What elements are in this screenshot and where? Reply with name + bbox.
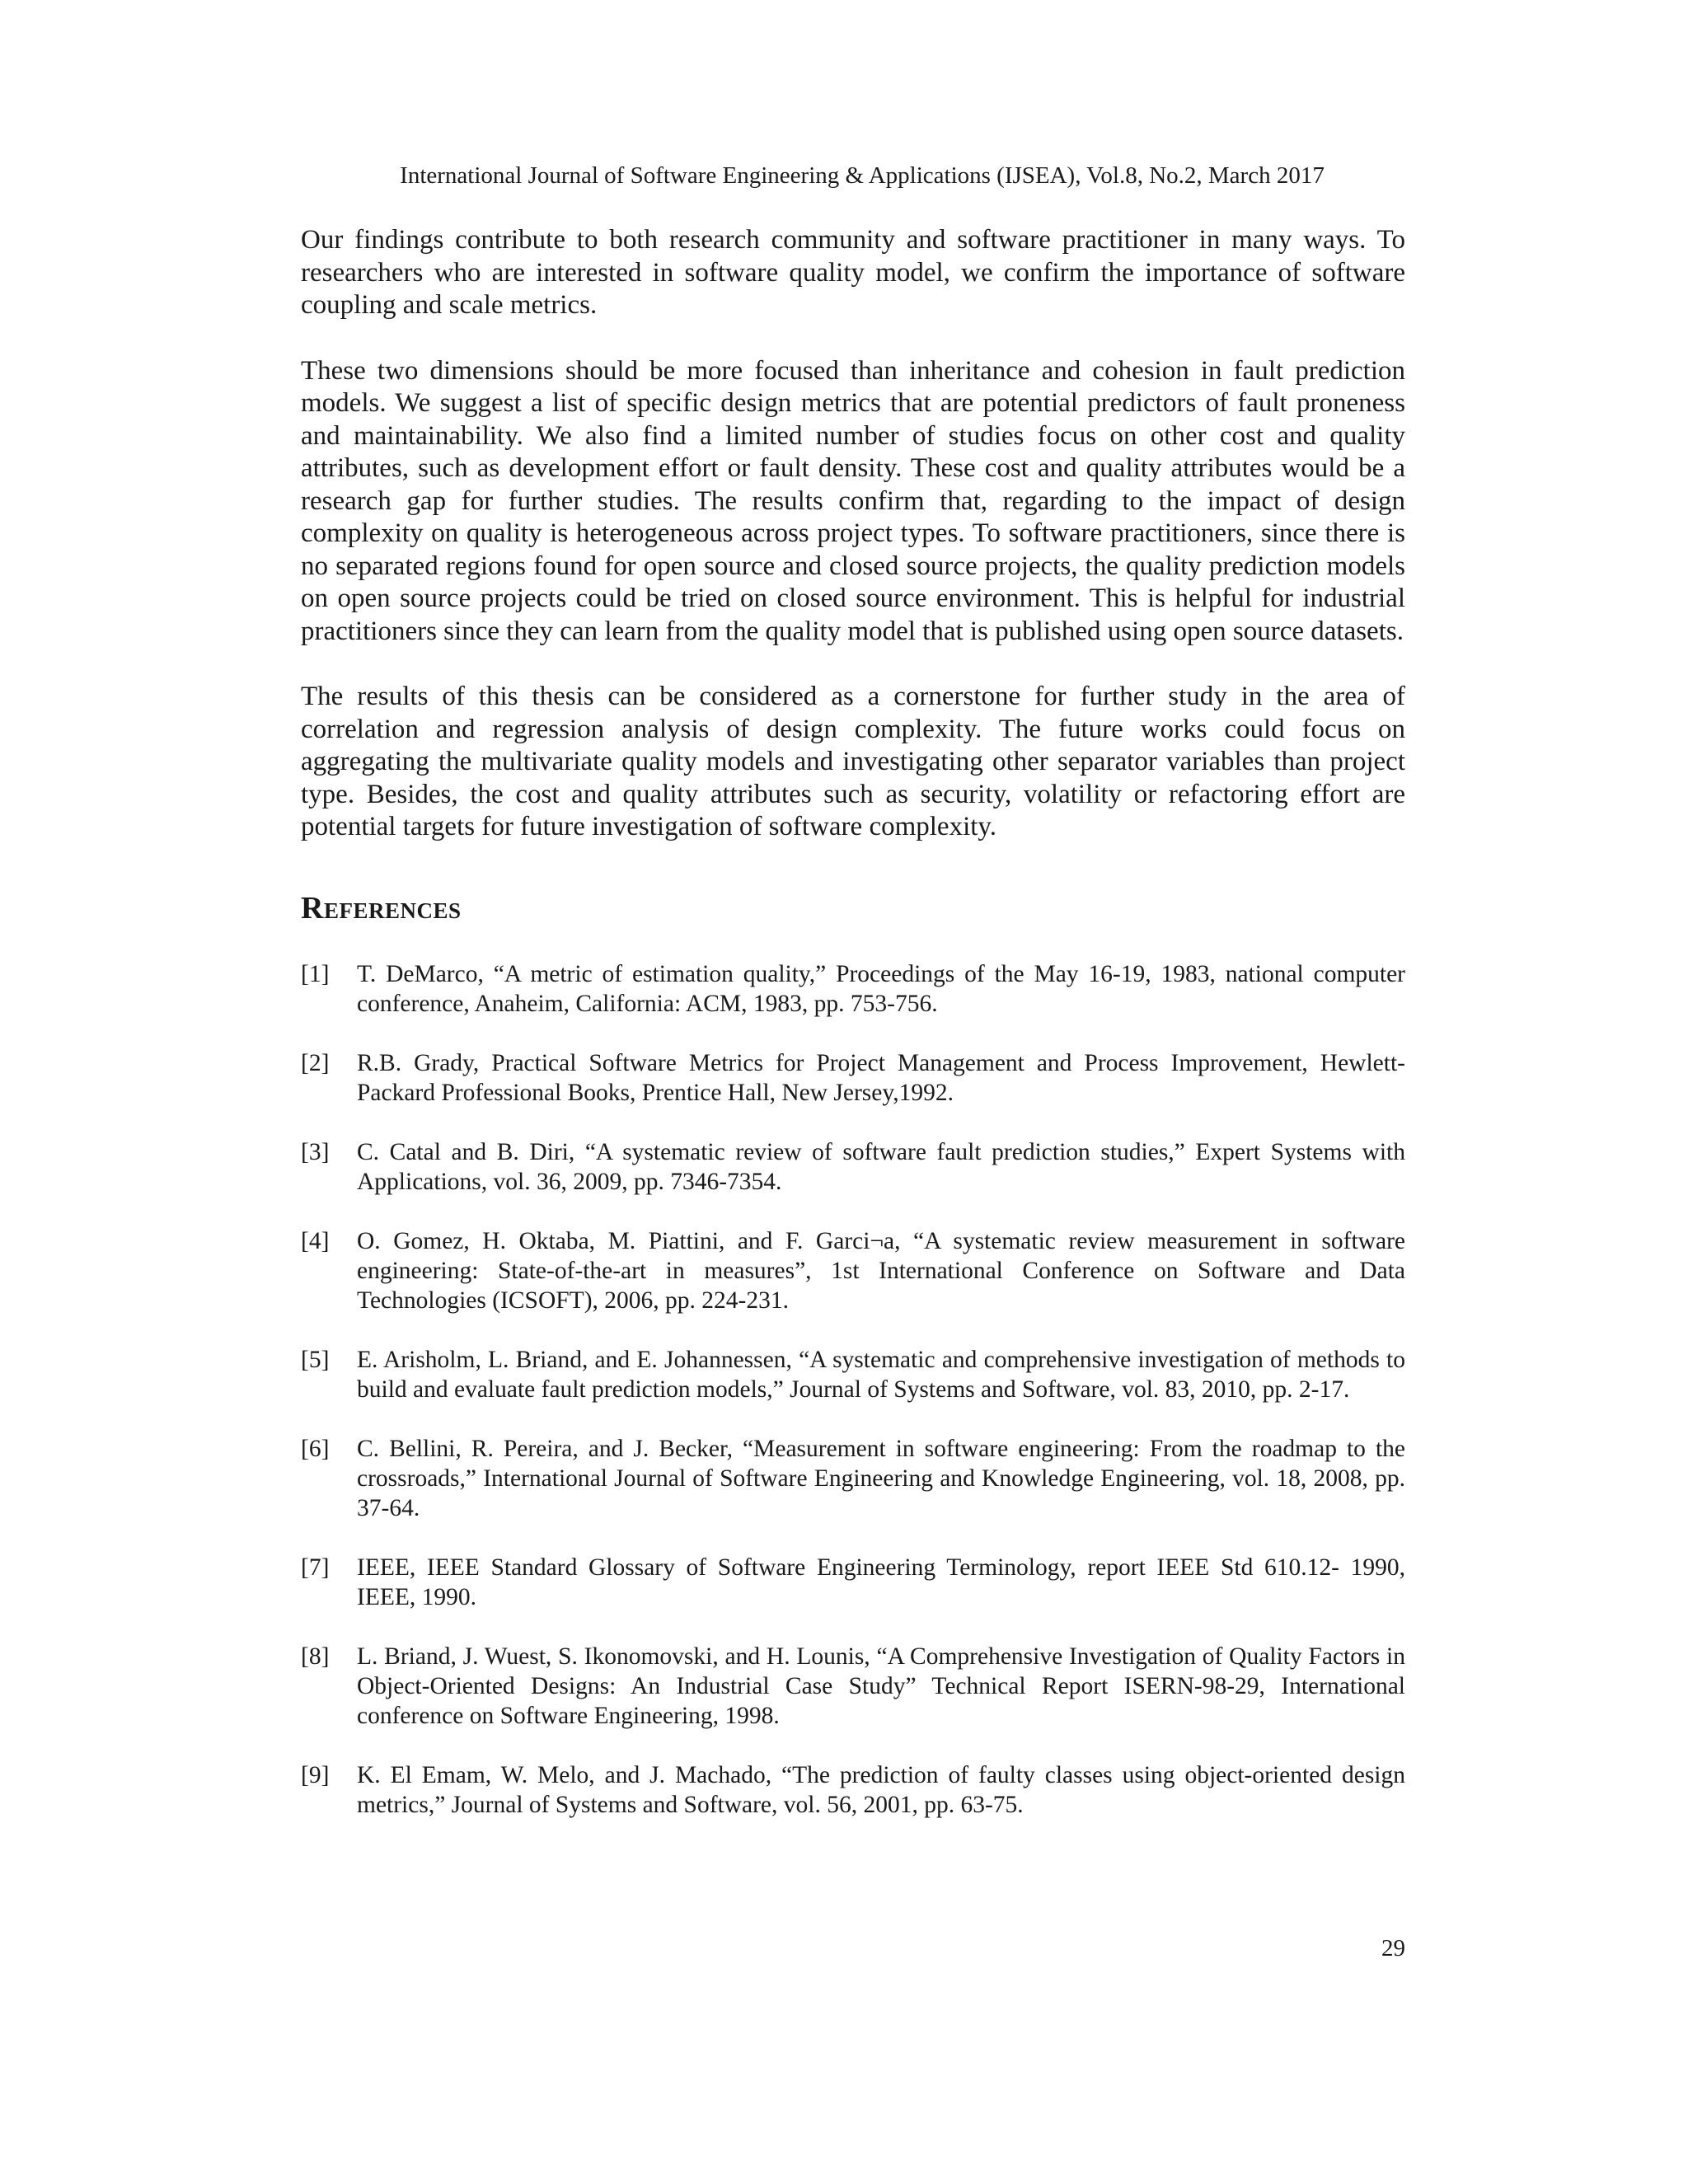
reference-text: IEEE, IEEE Standard Glossary of Software Engineering Terminology, report IEEE Std 610.12- 1990, IEEE, 1990. bbox=[357, 1554, 1405, 1610]
reference-text: T. DeMarco, “A metric of estimation quality,” Proceedings of the May 16-19, 1983, national computer conference, Anaheim, California: ACM, 1983, pp. 753-756. bbox=[357, 960, 1405, 1017]
reference-item bbox=[301, 1345, 1405, 1404]
reference-text: E. Arisholm, L. Briand, and E. Johannessen, “A systematic and comprehensive investigation of methods to build and evaluate fault prediction models,” Journal of Systems and Software, vol. 83, 2010, pp. 2-17. bbox=[357, 1346, 1405, 1403]
reference-text: C. Bellini, R. Pereira, and J. Becker, “Measurement in software engineering: From the roadmap to the crossroads,” International Journal of Software Engineering and Knowledge Engineering, vol. 18, 2008, pp. 37-64. bbox=[357, 1435, 1405, 1521]
reference-text: K. El Emam, W. Melo, and J. Machado, “The prediction of faulty classes using object-oriented design metrics,” Journal of Systems and Software, vol. 56, 2001, pp. 63-75. bbox=[357, 1761, 1405, 1818]
body-paragraph: These two dimensions should be more focused than inheritance and cohesion in fault prediction models. We suggest a list of specific design metrics that are potential predictors of fault proneness and maintainability. We also find a limited number of studies focus on other cost and quality attributes, such as development effort or fault density. These cost and quality attributes would be a research gap for further studies. The results confirm that, regarding to the impact of design complexity on quality is heterogeneous across project types. To software practitioners, since there is no separated regions found for open source and closed source projects, the quality prediction models on open source projects could be tried on closed source environment. This is helpful for industrial practitioners since they can learn from the quality model that is published using open source datasets. bbox=[301, 355, 1405, 646]
reference-number: [2] bbox=[301, 1049, 330, 1076]
reference-number: [1] bbox=[301, 960, 330, 987]
reference-number: [7] bbox=[301, 1554, 330, 1581]
reference-item bbox=[301, 1137, 1405, 1197]
body-paragraph: Our findings contribute to both research community and software practitioner in many ways. To researchers who are interested in software quality model, we confirm the importance of software coupling and scale metrics. bbox=[301, 225, 1405, 320]
reference-list bbox=[301, 959, 1405, 1820]
reference-number: [8] bbox=[301, 1643, 330, 1670]
page-number: 29 bbox=[1381, 1935, 1405, 1961]
reference-item bbox=[301, 1048, 1405, 1108]
reference-text: O. Gomez, H. Oktaba, M. Piattini, and F. Garci¬a, “A systematic review measurement in software engineering: State-of-the-art in measures”, 1st International Conference on Software and Data Technologies (ICSOFT), 2006, pp. 224-231. bbox=[357, 1227, 1405, 1314]
reference-text: R.B. Grady, Practical Software Metrics for Project Management and Process Improvement, Hewlett-Packard Professional Books, Prentice Hall, New Jersey,1992. bbox=[357, 1049, 1405, 1106]
reference-number: [9] bbox=[301, 1761, 330, 1788]
reference-number: [4] bbox=[301, 1227, 330, 1254]
running-header: International Journal of Software Engineering & Applications (IJSEA), Vol.8, No.2, March 2017 bbox=[400, 162, 1325, 189]
reference-text: L. Briand, J. Wuest, S. Ikonomovski, and H. Lounis, “A Comprehensive Investigation of Quality Factors in Object-Oriented Designs: An Industrial Case Study” Technical Report ISERN-98-29, International conference on Software Engineering, 1998. bbox=[357, 1643, 1405, 1729]
references-heading: References bbox=[301, 890, 462, 926]
main-content bbox=[301, 224, 1405, 1849]
reference-text: C. Catal and B. Diri, “A systematic review of software fault prediction studies,” Expert Systems with Applications, vol. 36, 2009, pp. 7346-7354. bbox=[357, 1138, 1405, 1195]
reference-item bbox=[301, 1760, 1405, 1820]
reference-number: [6] bbox=[301, 1435, 330, 1462]
reference-item bbox=[301, 1226, 1405, 1315]
reference-item bbox=[301, 1434, 1405, 1523]
body-paragraph: The results of this thesis can be considered as a cornerstone for further study in the area of correlation and regression analysis of design complexity. The future works could focus on aggregating the multivariate quality models and investigating other separator variables than project type. Besides, the cost and quality attributes such as security, volatility or refactoring effort are potential targets for future investigation of software complexity. bbox=[301, 682, 1405, 841]
reference-item bbox=[301, 959, 1405, 1019]
reference-item bbox=[301, 1642, 1405, 1731]
reference-number: [5] bbox=[301, 1346, 330, 1373]
reference-number: [3] bbox=[301, 1138, 330, 1165]
reference-item bbox=[301, 1553, 1405, 1612]
